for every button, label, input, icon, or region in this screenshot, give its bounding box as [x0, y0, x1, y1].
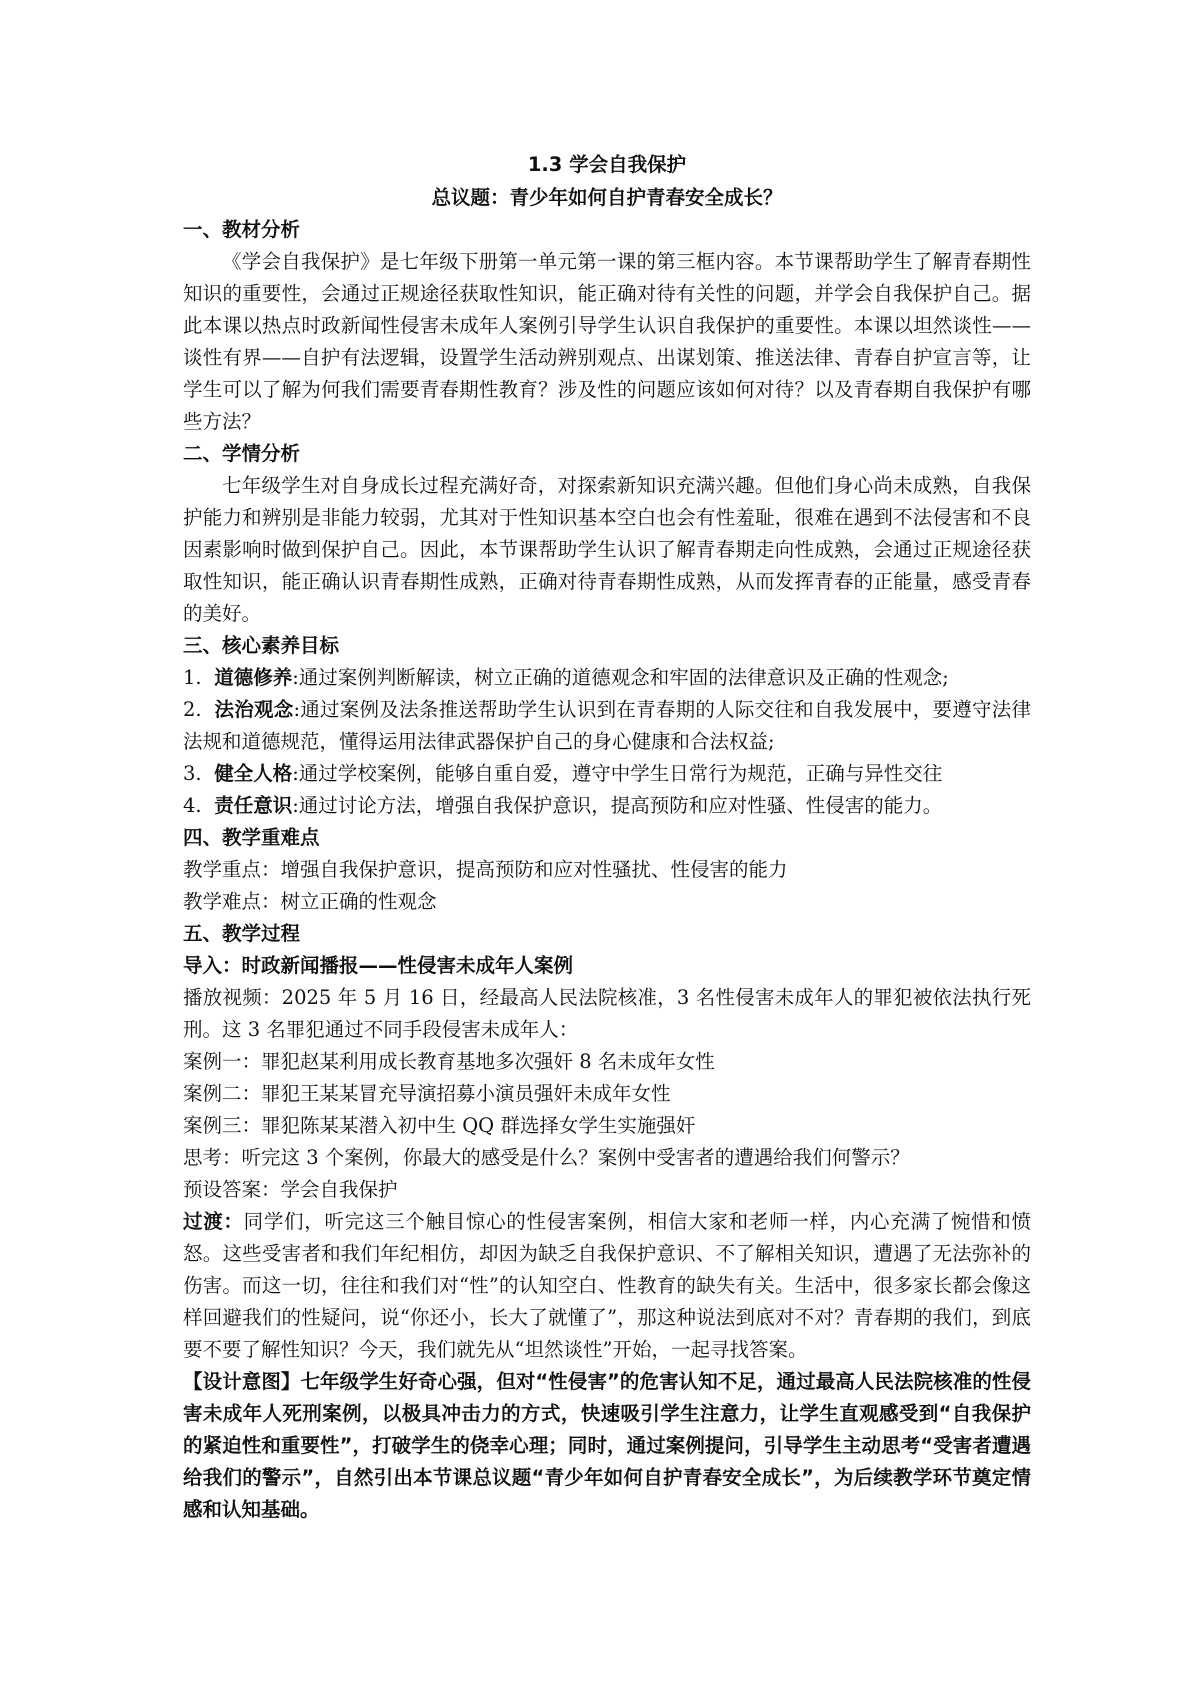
goal-label: 健全人格 [214, 762, 293, 785]
video-description: 播放视频：2025 年 5 月 16 日，经最高人民法院核准，3 名性侵害未成年人的罪犯被依法执行死刑。这 3 名罪犯通过不同手段侵害未成年人： [183, 986, 1031, 1041]
design-intent-paragraph: 【设计意图】七年级学生好奇心强，但对“性侵害”的危害认知不足，通过最高人民法院核准的性侵害未成年人死刑案例，以极具冲击力的方式，快速吸引学生注意力，让学生直观感受到“自我保护的紧迫性和重要性”，打破学生的侥幸心理；同时，通过案例提问，引导学生主动思考“受害者遭遇给我们的警示”，自然引出本节课总议题“青少年如何自护青春安全成长”，为后续教学环节奠定情感和认知基础。 [183, 1370, 1031, 1521]
goal-text: :通过案例及法条推送帮助学生认识到在青春期的人际交往和自我发展中，要遵守法律法规和道德规范，懂得运用法律武器保护自己的身心健康和合法权益; [183, 698, 1031, 753]
goal-item: 3. 健全人格:通过学校案例，能够自重自爱，遵守中学生日常行为规范，正确与异性交往 [183, 762, 943, 785]
doc-title: 1.3 学会自我保护 [527, 153, 687, 176]
think-question: 思考：听完这 3 个案例，你最大的感受是什么？案例中受害者的遭遇给我们何警示？ [183, 1146, 910, 1169]
goal-text: :通过案例判断解读，树立正确的道德观念和牢固的法律意识及正确的性观念; [292, 666, 949, 689]
goal-text: :通过讨论方法，增强自我保护意识，提高预防和应对性骚、性侵害的能力。 [292, 794, 943, 817]
goal-item: 1. 道德修养:通过案例判断解读，树立正确的道德观念和牢固的法律意识及正确的性观念; [183, 666, 949, 689]
section-heading-textbook-analysis: 一、教材分析 [183, 218, 301, 241]
student-analysis-body: 七年级学生对自身成长过程充满好奇，对探索新知识充满兴趣。但他们身心尚未成熟，自我保护能力和辨别是非能力较弱，尤其对于性知识基本空白也会有性羞耻，很难在遇到不法侵害和不良因素影响时做到保护自己。因此，本节课帮助学生认识了解青春期走向性成熟，会通过正规途径获取性知识，能正确认识青春期性成熟，正确对待青春期性成熟，从而发挥青春的正能量，感受青春的美好。 [183, 474, 1031, 625]
document-page [183, 148, 1031, 1526]
case-item: 案例三：罪犯陈某某潜入初中生 QQ 群选择女学生实施强奸 [183, 1114, 696, 1137]
textbook-analysis-body: 《学会自我保护》是七年级下册第一单元第一课的第三框内容。本节课帮助学生了解青春期性知识的重要性，会通过正规途径获取性知识，能正确对待有关性的问题，并学会自我保护自己。据此本课以热点时政新闻性侵害未成年人案例引导学生认识自我保护的重要性。本课以坦然谈性——谈性有界——自护有法逻辑，设置学生活动辨别观点、出谋划策、推送法律、青春自护宣言等，让学生可以了解为何我们需要青春期性教育？涉及性的问题应该如何对待？以及青春期自我保护有哪些方法？ [183, 250, 1031, 433]
intro-heading: 导入：时政新闻播报——性侵害未成年人案例 [183, 954, 574, 977]
goal-label: 法治观念 [214, 698, 294, 721]
section-heading-student-analysis: 二、学情分析 [183, 442, 301, 465]
transition-paragraph [183, 1206, 1031, 1366]
section-heading-key-difficult: 四、教学重难点 [183, 826, 320, 849]
preset-answer: 预设答案：学会自我保护 [183, 1178, 398, 1201]
goal-text: :通过学校案例，能够自重自爱，遵守中学生日常行为规范，正确与异性交往 [292, 762, 943, 785]
core-goals-list [183, 662, 1031, 822]
goal-item: 4. 责任意识:通过讨论方法，增强自我保护意识，提高预防和应对性骚、性侵害的能力。 [183, 794, 943, 817]
teaching-key-point: 教学重点：增强自我保护意识，提高预防和应对性骚扰、性侵害的能力 [183, 858, 788, 881]
section-heading-teaching-process: 五、教学过程 [183, 922, 301, 945]
transition-label: 过渡： [183, 1210, 244, 1233]
doc-subtitle: 总议题：青少年如何自护青春安全成长？ [431, 186, 783, 209]
teaching-difficult-point: 教学难点：树立正确的性观念 [183, 890, 437, 913]
case-item: 案例一：罪犯赵某利用成长教育基地多次强奸 8 名未成年女性 [183, 1050, 715, 1073]
transition-text: 同学们，听完这三个触目惊心的性侵害案例，相信大家和老师一样，内心充满了惋惜和愤怒。这些受害者和我们年纪相仿，却因为缺乏自我保护意识、不了解相关知识，遭遇了无法弥补的伤害。而这一切，往往和我们对“性”的认知空白、性教育的缺失有关。生活中，很多家长都会像这样回避我们的性疑问，说“你还小，长大了就懂了”，那这种说法到底对不对？青春期的我们，到底要不要了解性知识？今天，我们就先从“坦然谈性”开始，一起寻找答案。 [183, 1210, 1031, 1361]
section-heading-core-goals: 三、核心素养目标 [183, 634, 340, 657]
goal-item: 2. 法治观念:通过案例及法条推送帮助学生认识到在青春期的人际交往和自我发展中，要遵守法律法规和道德规范，懂得运用法律武器保护自己的身心健康和合法权益; [183, 698, 1031, 753]
goal-label: 责任意识 [214, 794, 293, 817]
case-item: 案例二：罪犯王某某冒充导演招募小演员强奸未成年女性 [183, 1082, 671, 1105]
goal-label: 道德修养 [214, 666, 293, 689]
